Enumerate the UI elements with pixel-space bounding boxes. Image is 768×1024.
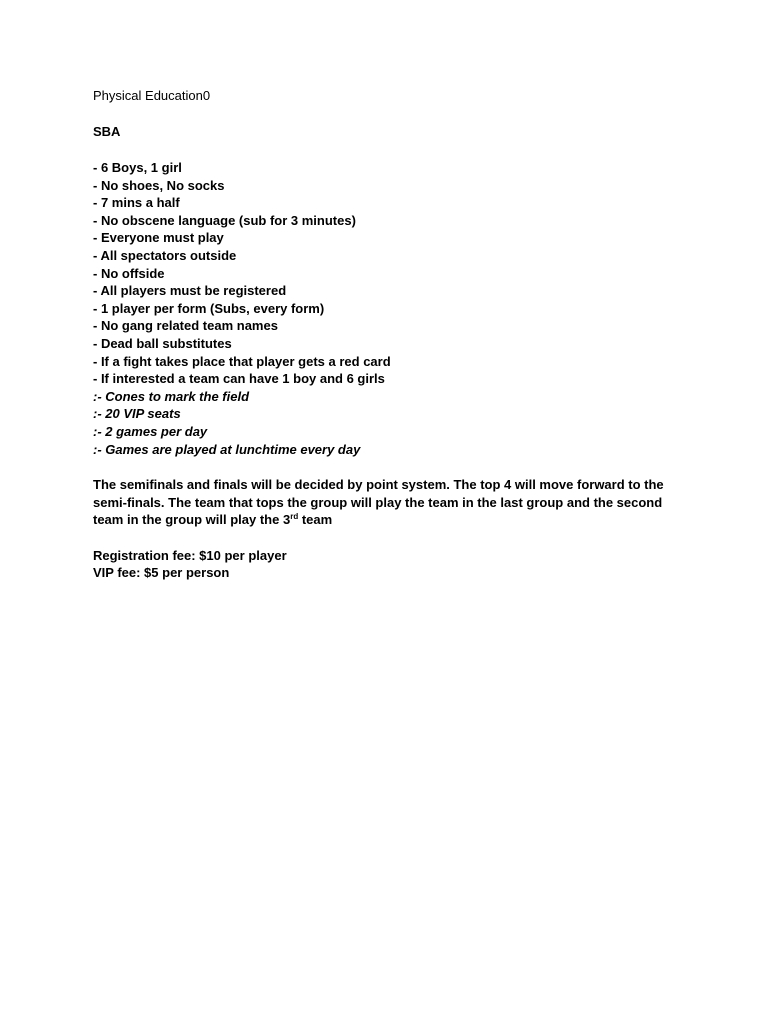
rule-item: - 6 Boys, 1 girl: [93, 160, 182, 175]
note-item: :- 2 games per day: [93, 423, 208, 439]
note-item: :- 20 VIP seats: [93, 406, 181, 422]
ordinal-superscript: rd: [290, 512, 299, 522]
paragraph-tail: team: [298, 512, 333, 528]
rule-item: - Dead ball substitutes: [93, 335, 232, 351]
fees-section: [93, 547, 678, 582]
registration-fee: Registration fee: $10 per player: [93, 547, 287, 563]
rule-item: - Everyone must play: [93, 230, 224, 246]
document-body: [93, 87, 678, 582]
paragraph-text: The semifinals and finals will be decided by point system. The top 4 will move forward to the semi-finals. The team that tops the group will play the team in the last group and the second team in the group will play the 3: [93, 477, 664, 528]
rule-item: - 7 mins a half: [93, 195, 180, 211]
rule-item: - All players must be registered: [93, 283, 287, 299]
rule-item: - No offside: [93, 265, 165, 281]
rule-item: - No gang related team names: [93, 318, 278, 334]
rule-item: - If interested a team can have 1 boy and 6 girls: [93, 371, 385, 387]
rule-item: - 1 player per form (Subs, every form): [93, 300, 325, 316]
document-subtitle: SBA: [93, 124, 121, 139]
document-title: Physical Education0: [93, 88, 211, 103]
rules-list: [93, 159, 678, 458]
note-item: :- Games are played at lunchtime every day: [93, 441, 361, 457]
rule-item: - If a fight takes place that player gets a red card: [93, 353, 391, 369]
vip-fee: VIP fee: $5 per person: [93, 565, 230, 581]
note-item: :- Cones to mark the field: [93, 388, 250, 404]
rule-item: - No obscene language (sub for 3 minutes): [93, 212, 356, 228]
tournament-format-paragraph: [93, 476, 678, 529]
rule-item: - No shoes, No socks: [93, 177, 225, 193]
rule-item: - All spectators outside: [93, 247, 237, 263]
